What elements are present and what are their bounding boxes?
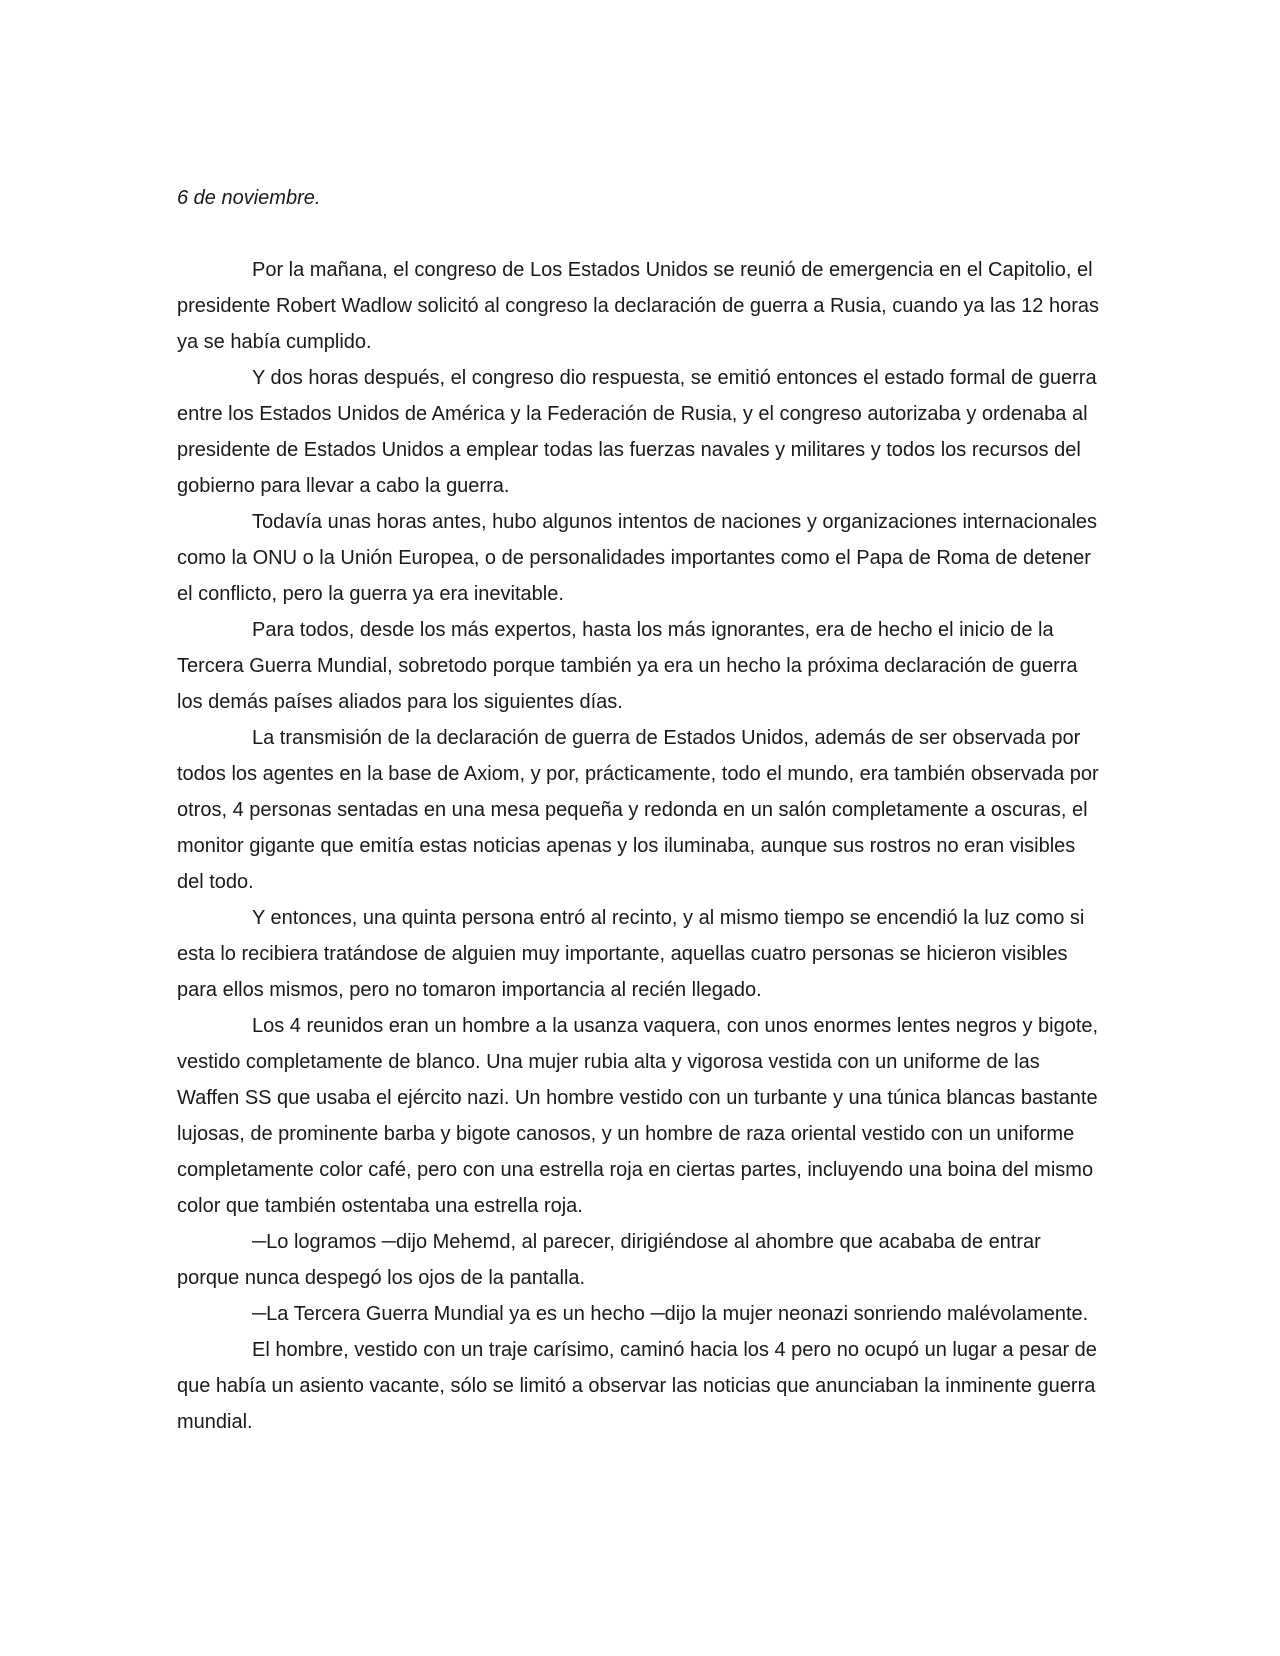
paragraph: Por la mañana, el congreso de Los Estados Unidos se reunió de emergencia en el Capitolio, el presidente Robert Wadlow solicitó al congreso la declaración de guerra a Rusia, cuando ya las 12 horas ya se había cumplido. <box>177 259 1100 353</box>
dialogue-paragraph: ─Lo logramos ─dijo Mehemd, al parecer, dirigiéndose al ahombre que acababa de entrar porque nunca despegó los ojos de la pantalla. <box>177 1231 1041 1289</box>
paragraph: Para todos, desde los más expertos, hasta los más ignorantes, era de hecho el inicio de la Tercera Guerra Mundial, sobretodo porque también ya era un hecho la próxima declaración de guerra los demás países aliados para los siguientes días. <box>177 619 1078 713</box>
paragraph: Los 4 reunidos eran un hombre a la usanza vaquera, con unos enormes lentes negros y bigote, vestido completamente de blanco. Una mujer rubia alta y vigorosa vestida con un uniforme de las Waffen SS que usaba el ejército nazi. Un hombre vestido con un turbante y una túnica blancas bastante lujosas, de prominente barba y bigote canosos, y un hombre de raza oriental vestido con un uniforme completamente color café, pero con una estrella roja en ciertas partes, incluyendo una boina del mismo color que también ostentaba una estrella roja. <box>177 1015 1099 1217</box>
paragraph: El hombre, vestido con un traje carísimo, caminó hacia los 4 pero no ocupó un lugar a pesar de que había un asiento vacante, sólo se limitó a observar las noticias que anunciaban la inminente guerra mundial. <box>177 1339 1097 1433</box>
paragraph: Todavía unas horas antes, hubo algunos intentos de naciones y organizaciones internacionales como la ONU o la Unión Europea, o de personalidades importantes como el Papa de Roma de detener el conflicto, pero la guerra ya era inevitable. <box>177 511 1098 605</box>
paragraph: Y entonces, una quinta persona entró al recinto, y al mismo tiempo se encendió la luz como si esta lo recibiera tratándose de alguien muy importante, aquellas cuatro personas se hicieron visibles para ellos mismos, pero no tomaron importancia al recién llegado. <box>177 907 1085 1001</box>
dialogue-paragraph: ─La Tercera Guerra Mundial ya es un hecho ─dijo la mujer neonazi sonriendo malévolamente. <box>252 1303 1089 1325</box>
paragraph: La transmisión de la declaración de guerra de Estados Unidos, además de ser observada por todos los agentes en la base de Axiom, y por, prácticamente, todo el mundo, era también observada por otros, 4 personas sentadas en una mesa pequeña y redonda en un salón completamente a oscuras, el monitor gigante que emitía estas noticias apenas y los iluminaba, aunque sus rostros no eran visibles del todo. <box>177 727 1099 893</box>
paragraph: Y dos horas después, el congreso dio respuesta, se emitió entonces el estado formal de guerra entre los Estados Unidos de América y la Federación de Rusia, y el congreso autorizaba y ordenaba al presidente de Estados Unidos a emplear todas las fuerzas navales y militares y todos los recursos del gobierno para llevar a cabo la guerra. <box>177 367 1097 497</box>
document-page <box>177 180 1107 1440</box>
chapter-date: 6 de noviembre. <box>177 187 321 209</box>
